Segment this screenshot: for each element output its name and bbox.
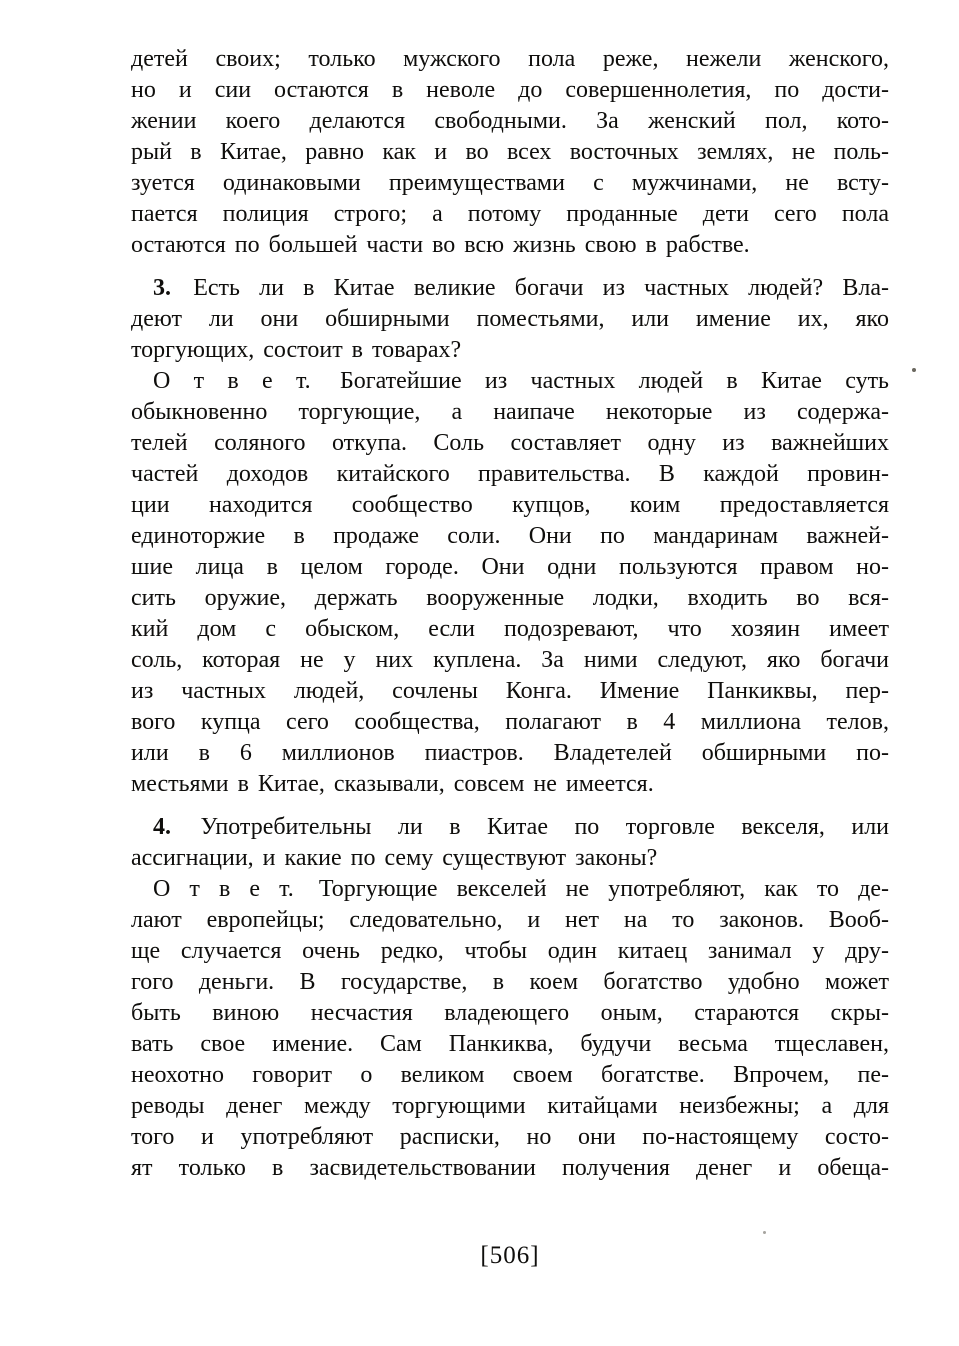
- text-line: реводы денег между торгующими китайцами неизбежны; а для: [131, 1093, 889, 1119]
- answer-text: Торгующие векселей не употребляют, как то де-: [318, 876, 889, 902]
- text-line: но и сии остаются в неволе до совершеннолетия, по дости-: [131, 77, 889, 103]
- text-line: телей соляного откупа. Соль составляет одну из важнейших: [131, 430, 889, 456]
- text-line: лают европейцы; следовательно, и нет на то законов. Вооб-: [131, 907, 889, 933]
- scan-artifact: [912, 368, 916, 372]
- text-line: вать свое имение. Сам Панкиква, будучи весьма тщеславен,: [131, 1031, 889, 1057]
- page-text-block: [131, 44, 889, 1184]
- text-line: ще случается очень редко, чтобы один китаец занимал у дру-: [131, 938, 889, 964]
- text-line: рый в Китае, равно как и во всех восточных землях, не поль-: [131, 139, 889, 165]
- text-line: неохотно говорит о великом своем богатстве. Впрочем, пе-: [131, 1062, 889, 1088]
- scan-artifact: [763, 1231, 766, 1234]
- text-line: деют ли они обширными поместьями, или имение их, яко: [131, 306, 889, 332]
- text-line: [131, 812, 889, 843]
- text-line: или в 6 миллионов пиастров. Владетелей обширными по-: [131, 740, 889, 766]
- text-line: ят только в засвидетельствовании получения денег и обеща-: [131, 1155, 889, 1181]
- answer-text: Богатейшие из частных людей в Китае суть: [340, 368, 889, 394]
- paragraph-question-4: [131, 812, 889, 874]
- text-line: частей доходов китайского правительства. В каждой провин-: [131, 461, 889, 487]
- text-line: торгующих, состоит в товарах?: [131, 337, 462, 363]
- question-number: 3.: [153, 275, 171, 301]
- text-line: кий дом с обыском, если подозревают, что хозяин имеет: [131, 616, 889, 642]
- question-text: Есть ли в Китае великие богачи из частных людей? Вла-: [193, 275, 889, 301]
- text-line: быть виною несчастия владеющего оным, стараются скры-: [131, 1000, 889, 1026]
- paragraph-continuation: [131, 44, 889, 261]
- question-text: Употребительны ли в Китае по торговле векселя, или: [200, 814, 890, 840]
- text-line: остаются по большей части во всю жизнь свою в рабстве.: [131, 232, 750, 258]
- text-line: пается полиция строго; а потому проданные дети сего пола: [131, 201, 889, 227]
- text-line: ассигнации, и какие по сему существуют законы?: [131, 845, 658, 871]
- text-line: соль, которая не у них куплена. За ними следуют, яко богачи: [131, 647, 889, 673]
- paragraph-question-3: [131, 273, 889, 366]
- text-line: обыкновенно торгующие, а наипаче некоторые из содержа-: [131, 399, 889, 425]
- text-line: гого деньги. В государстве, в коем богатство удобно может: [131, 969, 889, 995]
- answer-label: О т в е т.: [153, 876, 294, 902]
- text-line: единоторжие в продаже соли. Они по мандаринам важней-: [131, 523, 889, 549]
- text-line: [131, 273, 889, 304]
- text-line: сить оружие, держать вооруженные лодки, входить во вся-: [131, 585, 889, 611]
- text-line: детей своих; только мужского пола реже, нежели женского,: [131, 46, 889, 72]
- text-line: [131, 366, 889, 397]
- question-number: 4.: [153, 814, 171, 840]
- paragraph-answer-3: [131, 366, 889, 800]
- text-line: зуется одинаковыми преимуществами с мужчинами, не всту-: [131, 170, 889, 196]
- page-number: [506]: [480, 1242, 540, 1269]
- text-line: шие лица в целом городе. Они одни пользуются правом но-: [131, 554, 889, 580]
- text-line: жении коего делаются свободными. За женский пол, кото-: [131, 108, 889, 134]
- text-line: ции находится сообщество купцов, коим предоставляется: [131, 492, 889, 518]
- paragraph-answer-4: [131, 874, 889, 1184]
- text-line: из частных людей, сочлены Конга. Имение Панкиквы, пер-: [131, 678, 889, 704]
- text-line: того и употребляют расписки, но они по-настоящему состо-: [131, 1124, 889, 1150]
- text-line: местьями в Китае, сказывали, совсем не имеется.: [131, 771, 654, 797]
- text-line: [131, 874, 889, 905]
- text-line: вого купца сего сообщества, полагают в 4 миллиона телов,: [131, 709, 889, 735]
- answer-label: О т в е т.: [153, 368, 311, 394]
